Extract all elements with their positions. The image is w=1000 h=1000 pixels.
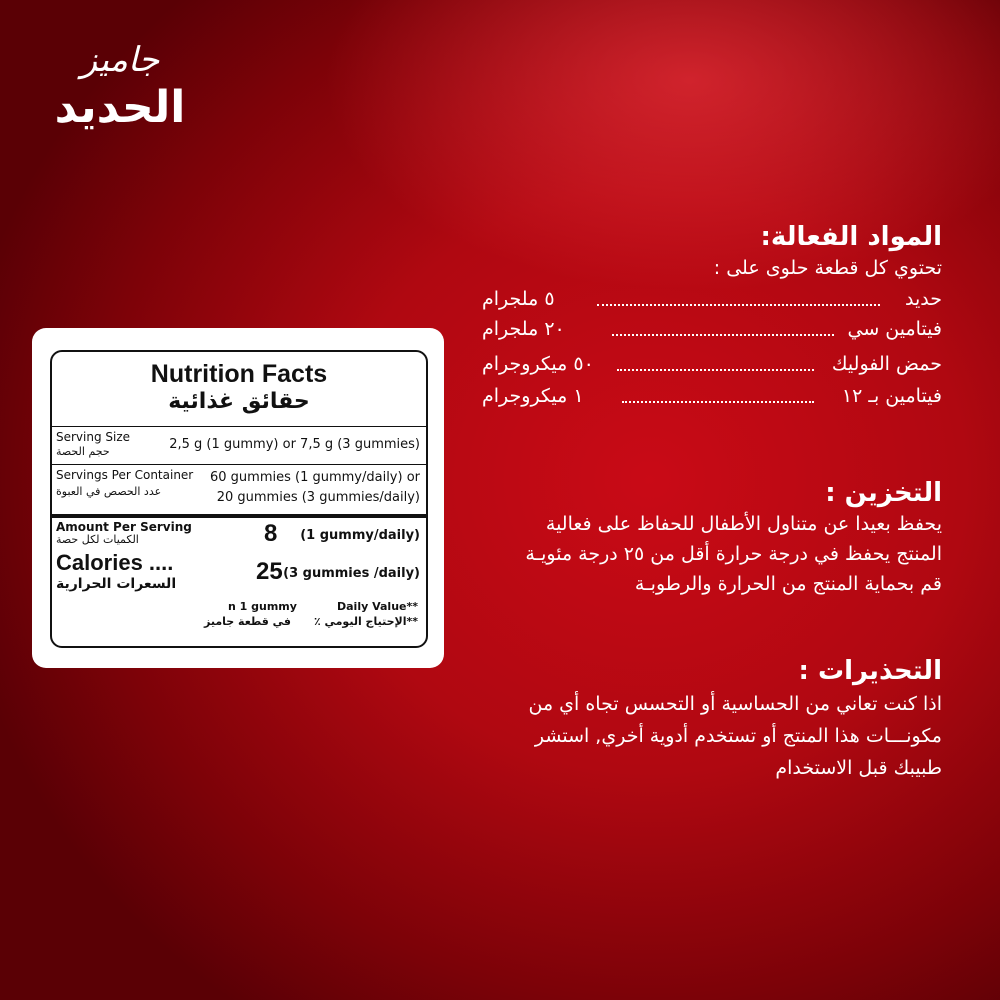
dotted-leader <box>617 369 814 371</box>
calories-dose-1: (1 gummy/daily) <box>300 528 420 543</box>
serving-size-value: 2,5 g (1 gummy) or 7,5 g (3 gummies) <box>169 437 420 452</box>
dotted-leader <box>612 334 834 336</box>
active-ingredients-heading: المواد الفعالة: <box>760 222 942 252</box>
calories-label: Calories .... <box>56 550 174 575</box>
nutrition-facts-panel <box>50 350 428 648</box>
ingredient-row <box>482 318 942 348</box>
serving-size-row <box>52 426 426 465</box>
ingredient-name: حديد <box>905 288 942 310</box>
dotted-leader <box>622 401 814 403</box>
ingredient-row <box>482 385 942 415</box>
warnings-line: اذا كنت تعاني من الحساسية أو التحسس تجاه أي من <box>528 693 942 715</box>
calories-section <box>52 514 426 648</box>
storage-heading: التخزين : <box>825 478 942 508</box>
brand-name: جاميز <box>80 40 160 80</box>
daily-value-label: Daily Value** <box>337 600 418 613</box>
ingredient-row <box>482 353 942 383</box>
servings-label: Servings Per Container <box>56 468 194 482</box>
nutrition-card <box>32 328 444 668</box>
calories-value-1: 8 <box>264 520 278 547</box>
servings-label-ar: عدد الحصص في العبوة <box>56 485 162 498</box>
serving-size-label: Serving Size <box>56 430 131 444</box>
ingredient-name: حمض الفوليك <box>831 353 942 375</box>
servings-value-1: 60 gummies (1 gummy/daily) or <box>209 470 420 485</box>
calories-value-3: 25 <box>256 558 283 585</box>
storage-line: يحفظ بعيدا عن متناول الأطفال للحفاظ على فعالية <box>545 513 942 535</box>
product-name: الحديد <box>54 82 186 133</box>
warnings-line: مكونـــات هذا المنتج أو تستخدم أدوية أخري, استشر <box>534 725 942 747</box>
servings-value-2: 20 gummies (3 gummies/daily) <box>216 490 420 505</box>
active-ingredients-intro: تحتوي كل قطعة حلوى على : <box>713 257 942 279</box>
per-gummy-label-ar: في قطعة جاميز <box>204 615 291 628</box>
ingredient-name: فيتامين بـ ١٢ <box>841 385 942 407</box>
storage-line: المنتج يحفظ في درجة حرارة أقل من ٢٥ درجة مئويـة <box>525 543 942 565</box>
amount-label-ar: الكميات لكل حصة <box>56 533 139 546</box>
ingredient-amount: ٥ ملجرام <box>482 288 555 310</box>
ingredient-name: فيتامين سي <box>847 318 942 340</box>
ingredient-row <box>482 288 942 318</box>
ingredient-amount: ٢٠ ملجرام <box>482 318 565 340</box>
ingredient-amount: ٥٠ ميكروجرام <box>482 353 594 375</box>
servings-row <box>52 464 426 515</box>
calories-label-ar: السعرات الحرارية <box>56 576 177 592</box>
storage-line: قم بحماية المنتج من الحرارة والرطوبـة <box>634 573 942 595</box>
nutrition-title-ar: حقائق غذائية <box>168 389 310 414</box>
brand-logo <box>40 40 200 134</box>
daily-value-label-ar: **الإحتياج اليومي ٪ <box>313 615 418 628</box>
per-gummy-label: n 1 gummy <box>228 600 297 613</box>
nutrition-title: Nutrition Facts <box>150 360 328 388</box>
dotted-leader <box>597 304 880 306</box>
ingredient-amount: ١ ميكروجرام <box>482 385 584 407</box>
calories-dose-3: (3 gummies /daily) <box>283 566 420 581</box>
amount-label: Amount Per Serving <box>56 520 192 534</box>
warnings-heading: التحذيرات : <box>798 656 942 686</box>
warnings-line: طبيبك قبل الاستخدام <box>775 757 942 779</box>
serving-size-label-ar: حجم الحصة <box>56 445 110 458</box>
